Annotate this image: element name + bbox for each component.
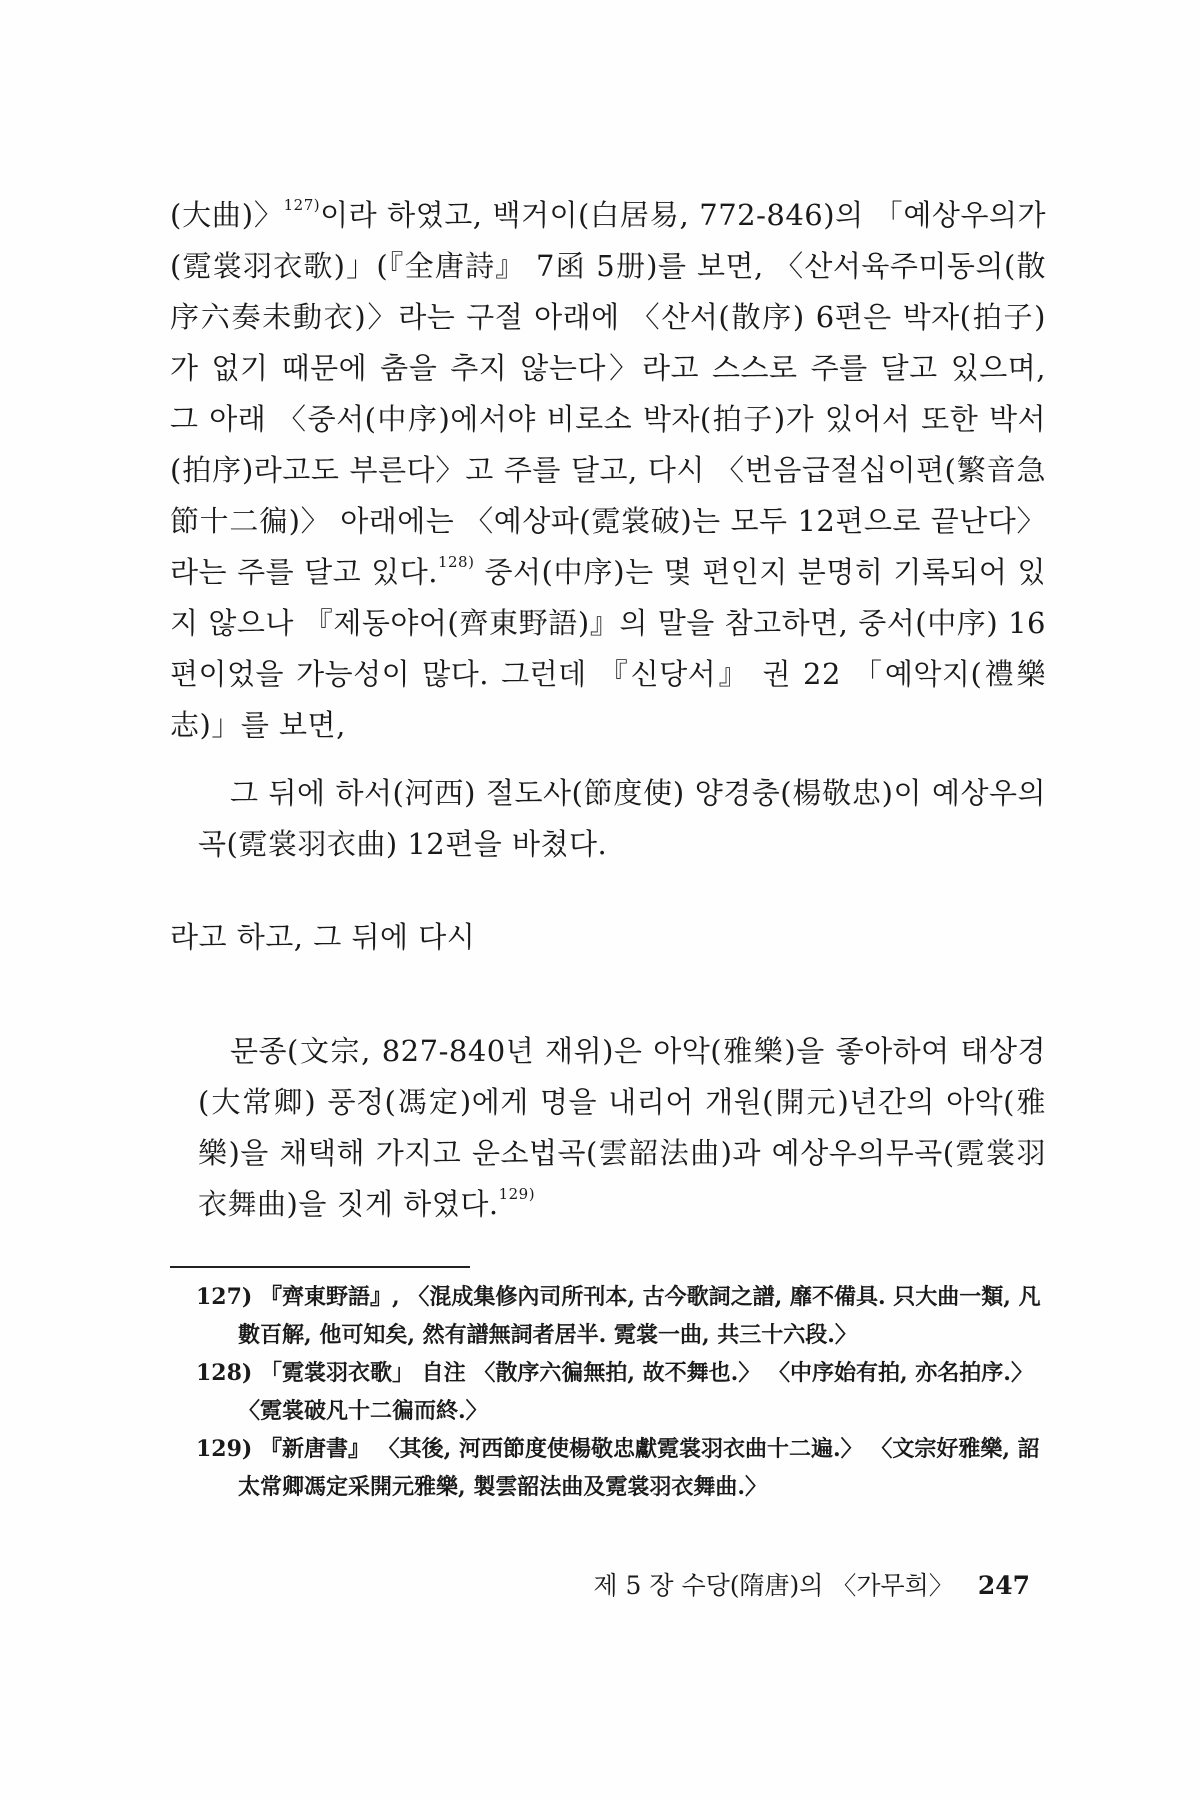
quote-text: 문종(文宗, 827-840년 재위)은 아악(雅樂)을 좋아하여 태상경(大常卿) 풍정(馮定)에게 명을 내리어 개원(開元)년간의 아악(雅樂)을 채택해 가지고 운소법곡(雲韶法曲)과 예상우의무곡(霓裳羽衣舞曲)을 짓게 하였다.: [198, 1034, 1046, 1221]
footnote-number: 128): [196, 1360, 253, 1386]
block-quote: [198, 768, 1046, 870]
footnote-text: 『新唐書』 〈其後, 河西節度使楊敬忠獻霓裳羽衣曲十二遍.〉 〈文宗好雅樂, 詔太常卿馮定采開元雅樂, 製雲韶法曲及霓裳羽衣舞曲.〉: [238, 1436, 1040, 1500]
page-footer: [593, 1566, 1030, 1606]
block-quote: [198, 1026, 1046, 1230]
footnote-128: [196, 1354, 1046, 1430]
paragraph-text: 이라 하였고, 백거이(白居易, 772-846)의 「예상우의가(霓裳羽衣歌)」(『全唐詩』 7函 5册)를 보면, 〈산서육주미동의(散序六奏未動衣)〉라는 구절 아래에 〈산서(散序) 6편은 박자(拍子)가 없기 때문에 춤을 추지 않는다〉라고 스스로 주를 달고 있으며, 그 아래 〈중서(中序)에서야 비로소 박자(拍子)가 있어서 또한 박서(拍序)라고도 부른다〉고 주를 달고, 다시 〈번음급절십이편(繁音急節十二徧)〉 아래에는 〈예상파(霓裳破)는 모두 12편으로 끝난다〉라는 주를 달고 있다.: [170, 198, 1046, 589]
footnote-127: [196, 1278, 1046, 1354]
footnotes: [196, 1278, 1046, 1506]
quote-text: 그 뒤에 하서(河西) 절도사(節度使) 양경충(楊敬忠)이 예상우의곡(霓裳羽衣曲) 12편을 바쳤다.: [198, 776, 1046, 861]
footnote-ref-129[interactable]: 129): [498, 1185, 536, 1203]
main-paragraph: [170, 190, 1046, 751]
footnote-129: [196, 1430, 1046, 1506]
transition-paragraph: [170, 912, 1046, 963]
footnote-text: 「霓裳羽衣歌」 自注 〈散序六徧無拍, 故不舞也.〉 〈中序始有拍, 亦名拍序.〉 〈霓裳破凡十二徧而終.〉: [238, 1360, 1033, 1424]
footnote-ref-127[interactable]: 127): [283, 196, 321, 214]
footnote-number: 127): [196, 1284, 253, 1310]
footnote-text: 『齊東野語』, 〈混成集修內司所刊本, 古今歌詞之譜, 靡不備具. 只大曲一類, 凡數百解, 他可知矣, 然有譜無詞者居半. 霓裳一曲, 共三十六段.〉: [238, 1284, 1041, 1348]
footnote-number: 129): [196, 1436, 253, 1462]
paragraph-text: 중서(中序)는 몇 편인지 분명히 기록되어 있지 않으나 『제동야어(齊東野語)』의 말을 참고하면, 중서(中序) 16편이었을 가능성이 많다. 그런데 『신당서』 권 22 「예악지(禮樂志)」를 보면,: [170, 555, 1046, 742]
chapter-title: 제 5 장 수당(隋唐)의 〈가무희〉: [593, 1571, 954, 1600]
page-number: 247: [977, 1571, 1030, 1600]
paragraph-text: (大曲)〉: [170, 198, 284, 232]
footnote-ref-128[interactable]: 128): [437, 553, 475, 571]
paragraph-text: 라고 하고, 그 뒤에 다시: [170, 920, 476, 954]
footnote-divider: [170, 1266, 470, 1268]
